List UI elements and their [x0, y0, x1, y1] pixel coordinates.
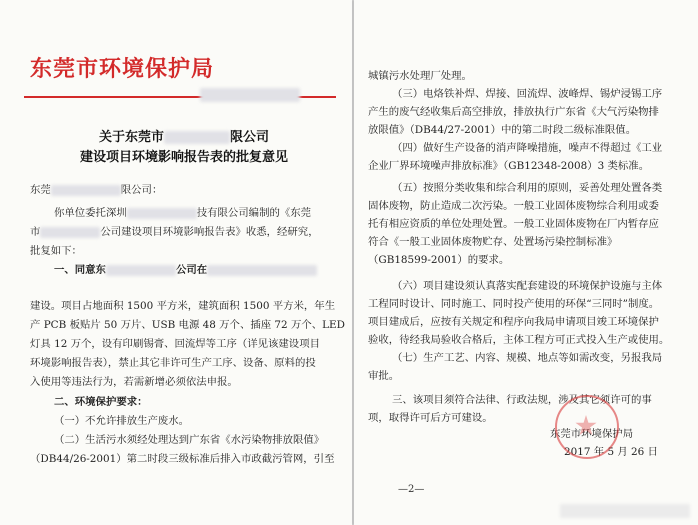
document-page-right [354, 0, 698, 525]
recipient-start: 东莞 [30, 184, 51, 196]
redacted-consultant [127, 208, 197, 219]
issuing-authority-title: 东莞市环境保护局 [30, 57, 215, 82]
paragraph-2-line-2: 建设。项目占地面积 1500 平方米，建筑面积 1500 平方米，年生 [30, 300, 336, 312]
right-line-8: 固体废物，防止造成二次污染。一般工业固体废物综合利用或委 [368, 200, 659, 212]
document-title-line2: 建设项目环境影响报告表的批复意见 [79, 150, 288, 165]
redacted-company [106, 265, 176, 276]
section-2-item-2-line-2: （DB44/26-2001）第二时段三级标准后排入市政截污管网，引至 [30, 453, 335, 465]
right-line-13: 工程同时设计、同时施工、同时投产使用的环保“三同时”制度。 [368, 298, 660, 310]
recipient-end: 限公司： [120, 184, 163, 196]
p1-l1-end: 技有限公司编制的《东莞 [196, 207, 312, 219]
document-title-line1 [54, 126, 314, 145]
right-line-2: （三）电烙铁补焊、焊接、回流焊、波峰焊、锡炉浸锡工序 [392, 88, 663, 100]
p1-l1-start: 你单位委托深圳 [54, 207, 127, 219]
issue-date: 2017 年 5 月 26 日 [564, 446, 658, 458]
section-2-item-2-line-1: （二）生活污水须经处理达到广东省《水污染物排放限值》 [54, 434, 325, 446]
p2-l1-end: 公司在 [175, 264, 208, 276]
paragraph-2-line-5: 环境影响报告表），禁止其它非许可生产工序、设备、原料的投 [30, 357, 316, 369]
redacted-company [40, 227, 100, 238]
redacted-address [207, 265, 317, 276]
document-title-line1-start: 关于东莞市 [98, 130, 164, 145]
paragraph-2-line-4: 灯具 12 万个，设有印刷锡膏、回流焊等工序（详见该建设项目 [30, 338, 320, 350]
paragraph-1-line-2 [30, 226, 319, 239]
signature-authority: 东莞市环境保护局 [550, 428, 634, 440]
redacted-recipient [51, 185, 121, 196]
section-2-item-1: （一）不允许排放生产废水。 [54, 415, 190, 427]
right-line-11: （GB18599-2001）的要求。 [368, 254, 510, 266]
right-line-3: 产生的废气经收集后高空排放，排放执行广东省《大气污染物排 [368, 106, 659, 118]
official-seal-stamp-icon [555, 395, 619, 459]
page-number: —2— [398, 484, 425, 495]
right-line-15: 验收，待经我局验收合格后，主体工程方可正式投入生产或使用。 [368, 334, 670, 346]
paragraph-2-line-1 [54, 264, 317, 277]
paragraph-2-line-3: 产 PCB 板贴片 50 万片、USB 电源 48 万个、插座 72 万个、LED [30, 319, 345, 331]
right-line-17: 审批。 [368, 370, 400, 382]
paragraph-1-line-1 [54, 207, 311, 220]
right-line-5: （四）做好生产设备的消声降噪措施，噪声不得超过《工业 [392, 142, 663, 154]
paragraph-1-line-3: 批复如下： [30, 245, 82, 257]
right-line-19: 项，取得许可后方可建设。 [368, 412, 493, 424]
paragraph-2-line-6: 入使用等违法行为，若需新增必须依法申报。 [30, 376, 238, 388]
right-line-18: 三、该项目须符合法律、行政法规，涉及其它须许可的事 [392, 394, 652, 406]
right-line-1: 城镇污水处理厂处理。 [368, 70, 472, 82]
right-line-7: （五）按照分类收集和综合利用的原则，妥善处理处置各类 [392, 182, 663, 194]
right-line-9: 托有相应资质的单位处理处置。一般工业固体废物在厂内暂存应 [368, 218, 659, 230]
right-line-14: 项目建成后，应按有关规定和程序向我局申请项目竣工环境保护 [368, 316, 659, 328]
p1-l2-end: 公司建设项目环境影响报告表》收悉，经研究， [100, 226, 319, 238]
p2-l1-start: 一、同意东 [54, 264, 106, 276]
recipient-line [30, 184, 162, 197]
section-2-heading: 二、环境保护要求： [54, 396, 148, 408]
redacted-company-name [164, 131, 230, 144]
right-line-12: （六）项目建设须认真落实配套建设的环境保护设施与主体 [392, 280, 663, 292]
right-line-6: 企业厂界环境噪声排放标准》（GB12348-2008）3 类标准。 [368, 160, 650, 172]
right-line-16: （七）生产工艺、内容、规模、地点等如需改变，另报我局 [392, 352, 663, 364]
document-title-line1-end: 限公司 [230, 130, 270, 145]
redacted-area [200, 88, 300, 102]
right-line-4: 放限值》（DB44/27-2001）中的第二时段二级标准限值。 [368, 124, 637, 136]
p1-l2-start: 市 [30, 226, 41, 238]
watermark-area [560, 504, 690, 518]
right-line-10: 符合《一般工业固体废物贮存、处置场污染控制标准》 [368, 236, 618, 248]
